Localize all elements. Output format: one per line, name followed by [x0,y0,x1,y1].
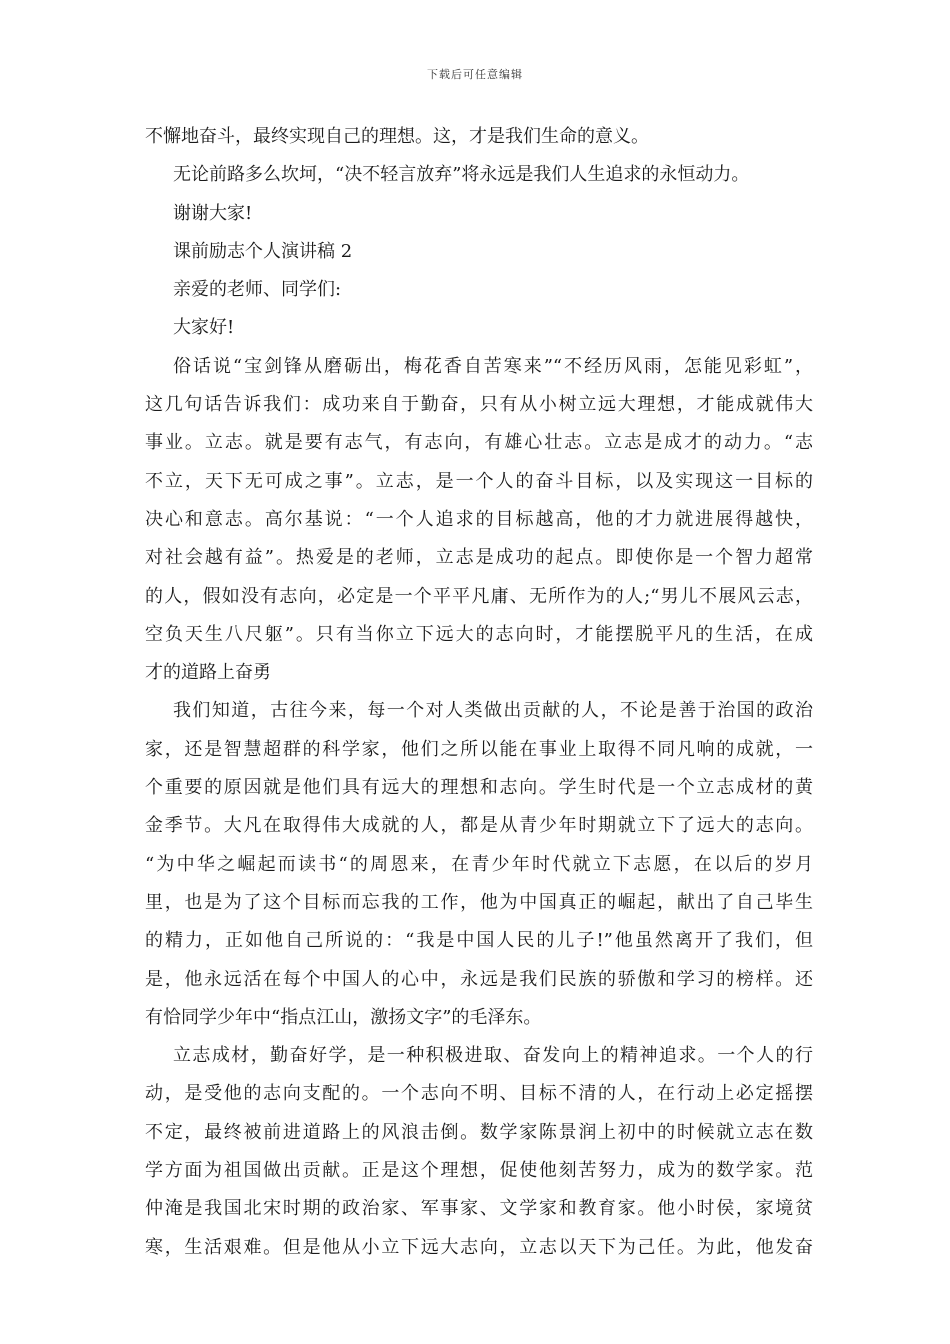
text-line: 学方面为祖国做出贡献。正是这个理想，促使他刻苦努力，成为的数学家。范 [145,1160,813,1182]
text-line: 大家好! [173,317,235,339]
text-line: 的人，假如没有志向，必定是一个平平凡庸、无所作为的人;“男儿不展风云志， [145,585,813,607]
text-line: 才的道路上奋勇 [145,662,271,684]
page-header-note: 下载后可任意编辑 [427,68,523,81]
text-line: 不懈地奋斗，最终实现自己的理想。这，才是我们生命的意义。 [145,126,649,147]
text-line: 的精力，正如他自己所说的：“我是中国人民的儿子!”他虽然离开了我们，但 [145,930,813,952]
text-line: 课前励志个人演讲稿 2 [173,240,353,262]
text-line: 俗话说“宝剑锋从磨砺出，梅花香自苦寒来”“不经历风雨，怎能见彩虹”， [173,355,813,377]
text-line: 仲淹是我国北宋时期的政治家、军事家、文学家和教育家。他小时侯，家境贫 [145,1198,813,1220]
text-line: 立志成材，勤奋好学，是一种积极进取、奋发向上的精神追求。一个人的行 [173,1045,813,1067]
text-line: 事业。立志。就是要有志气，有志向，有雄心壮志。立志是成才的动力。“志 [145,432,813,454]
text-line: 是，他永远活在每个中国人的心中，永远是我们民族的骄傲和学习的榜样。还 [145,968,813,990]
text-line: 我们知道，古往今来，每一个对人类做出贡献的人，不论是善于治国的政治 [173,700,813,722]
text-line: 不立，天下无可成之事”。立志，是一个人的奋斗目标，以及实现这一目标的 [145,470,813,492]
text-line: 动，是受他的志向支配的。一个志向不明、目标不清的人，在行动上必定摇摆 [145,1083,813,1105]
text-line: 寒，生活艰难。但是他从小立下远大志向，立志以天下为己任。为此，他发奋 [145,1236,813,1258]
document-body [145,118,813,1267]
text-line: 无论前路多么坎坷，“决不轻言放弃”将永远是我们人生追求的永恒动力。 [173,164,750,186]
text-line: 有恰同学少年中“指点江山，激扬文字”的毛泽东。 [145,1006,542,1028]
text-line: 不定，最终被前进道路上的风浪击倒。数学家陈景润上初中的时候就立志在数 [145,1121,813,1143]
text-line: 金季节。大凡在取得伟大成就的人，都是从青少年时期就立下了远大的志向。 [145,815,813,837]
text-line: 这几句话告诉我们：成功来自于勤奋，只有从小树立远大理想，才能成就伟大 [145,394,813,416]
text-line: 里，也是为了这个目标而忘我的工作，他为中国真正的崛起，献出了自己毕生 [145,891,813,913]
text-line: 个重要的原因就是他们具有远大的理想和志向。学生时代是一个立志成材的黄 [145,777,813,799]
text-line: 对社会越有益”。热爱是的老师，立志是成功的起点。即使你是一个智力超常 [145,547,813,569]
text-line: 空负天生八尺躯”。只有当你立下远大的志向时，才能摆脱平凡的生活，在成 [145,623,813,645]
text-line: 家，还是智慧超群的科学家，他们之所以能在事业上取得不同凡响的成就，一 [145,738,813,760]
text-line: 亲爱的老师、同学们: [173,279,342,301]
text-line: 谢谢大家! [173,202,253,224]
text-line: “为中华之崛起而读书“的周恩来，在青少年时代就立下志愿，在以后的岁月 [145,853,813,875]
text-line: 决心和意志。高尔基说：“一个人追求的目标越高，他的才力就进展得越快， [145,508,813,530]
